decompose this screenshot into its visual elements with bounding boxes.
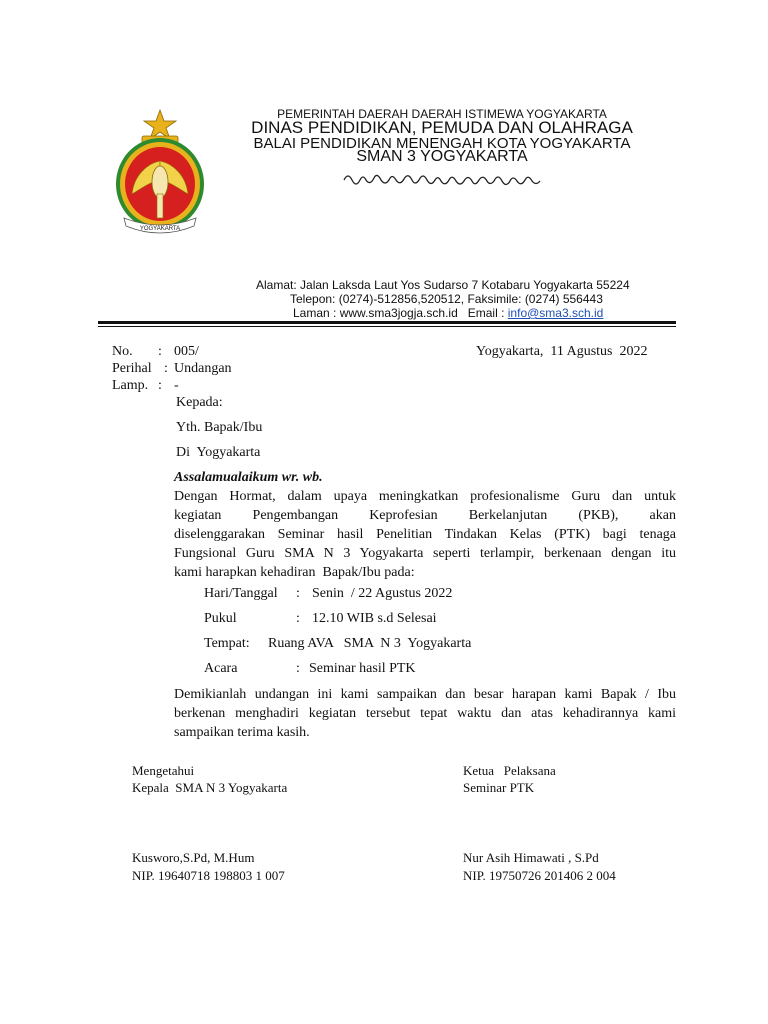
- no-colon: :: [158, 344, 162, 359]
- detail-sep-pukul: :: [296, 611, 300, 626]
- greeting: Assalamualaikum wr. wb.: [174, 470, 323, 485]
- header-rule-thin: [98, 326, 676, 327]
- perihal-label: Perihal: [112, 361, 152, 376]
- sign-right-nip: NIP. 19750726 201406 2 004: [463, 868, 616, 883]
- detail-label-acara: Acara: [204, 661, 238, 676]
- recipient-kepada: Kepada:: [176, 395, 223, 410]
- emblem-ribbon-text: YOGYAKARTA: [139, 226, 181, 232]
- letterhead-line-3: BALAI PENDIDIKAN MENENGAH KOTA YOGYAKARTA: [253, 135, 631, 152]
- recipient-yth: Yth. Bapak/Ibu: [176, 420, 263, 435]
- no-label: No.: [112, 344, 133, 359]
- detail-value-hari: Senin / 22 Agustus 2022: [312, 586, 453, 601]
- sign-right-position: Seminar PTK: [463, 780, 535, 795]
- recipient-di: Di Yogyakarta: [176, 445, 261, 460]
- sign-left-name: Kusworo,S.Pd, M.Hum: [132, 850, 255, 865]
- detail-label-hari: Hari/Tanggal: [204, 586, 278, 601]
- letterhead-line-4: SMAN 3 YOGYAKARTA: [356, 148, 528, 165]
- sign-left-nip: NIP. 19640718 198803 1 007: [132, 868, 285, 883]
- sign-left-title: Mengetahui: [132, 763, 195, 778]
- letterhead-line-2: DINAS PENDIDIKAN, PEMUDA DAN OLAHRAGA: [251, 118, 633, 137]
- phone-line: Telepon: (0274)-512856,520512, Faksimile: (0274) 556443: [290, 292, 603, 306]
- place-date: Yogyakarta, 11 Agustus 2022: [476, 344, 648, 359]
- detail-sep-acara: :: [296, 661, 300, 676]
- lamp-label: Lamp.: [112, 378, 149, 393]
- letterhead-line-1: PEMERINTAH DAERAH DAERAH ISTIMEWA YOGYAKARTA: [277, 107, 607, 121]
- detail-sep-hari: :: [296, 586, 300, 601]
- email-link[interactable]: info@sma3.sch.id: [507, 306, 604, 320]
- sign-right-name: Nur Asih Himawati , S.Pd: [463, 850, 599, 865]
- yogyakarta-emblem: [110, 106, 210, 240]
- body-paragraph-line: kami harapkan kehadiran Bapak/Ibu pada:: [174, 565, 415, 580]
- body-paragraph-line: diselenggarakan Seminar hasil Penelitian Tindakan Kelas (PTK) bagi tenaga: [174, 527, 676, 542]
- body-paragraph-line: kegiatan Pengembangan Keprofesian Berkelanjutan (PKB), akan: [174, 508, 676, 523]
- lamp-value: -: [174, 378, 179, 393]
- detail-value-tempat: Ruang AVA SMA N 3 Yogyakarta: [268, 636, 472, 651]
- javanese-script-line: [340, 168, 580, 190]
- website-label: Laman : www.sma3jogja.sch.id Email :: [293, 306, 508, 320]
- lamp-colon: :: [158, 378, 162, 393]
- address-line: Alamat: Jalan Laksda Laut Yos Sudarso 7 Kotabaru Yogyakarta 55224: [256, 278, 630, 292]
- closing-line: Demikianlah undangan ini kami sampaikan dan besar harapan kami Bapak / Ibu: [174, 687, 676, 702]
- body-paragraph-line: Dengan Hormat, dalam upaya meningkatkan profesionalisme Guru dan untuk: [174, 489, 676, 504]
- closing-line: berkenan menghadiri kegiatan tersebut tepat waktu dan atas kehadirannya kami: [174, 706, 676, 721]
- detail-value-pukul: 12.10 WIB s.d Selesai: [312, 611, 437, 626]
- sign-left-position: Kepala SMA N 3 Yogyakarta: [132, 780, 288, 795]
- detail-label-tempat: Tempat:: [204, 636, 250, 651]
- perihal-value: Undangan: [174, 361, 232, 376]
- closing-line: sampaikan terima kasih.: [174, 725, 310, 740]
- no-value: 005/: [174, 344, 199, 359]
- perihal-colon: :: [164, 361, 168, 376]
- detail-label-pukul: Pukul: [204, 611, 237, 626]
- header-rule-thick: [98, 321, 676, 324]
- detail-value-acara: Seminar hasil PTK: [309, 661, 416, 676]
- body-paragraph-line: Fungsional Guru SMA N 3 Yogyakarta seperti terlampir, berkenaan dengan itu: [174, 546, 676, 561]
- sign-right-title: Ketua Pelaksana: [463, 763, 556, 778]
- web-email-line: [293, 306, 603, 320]
